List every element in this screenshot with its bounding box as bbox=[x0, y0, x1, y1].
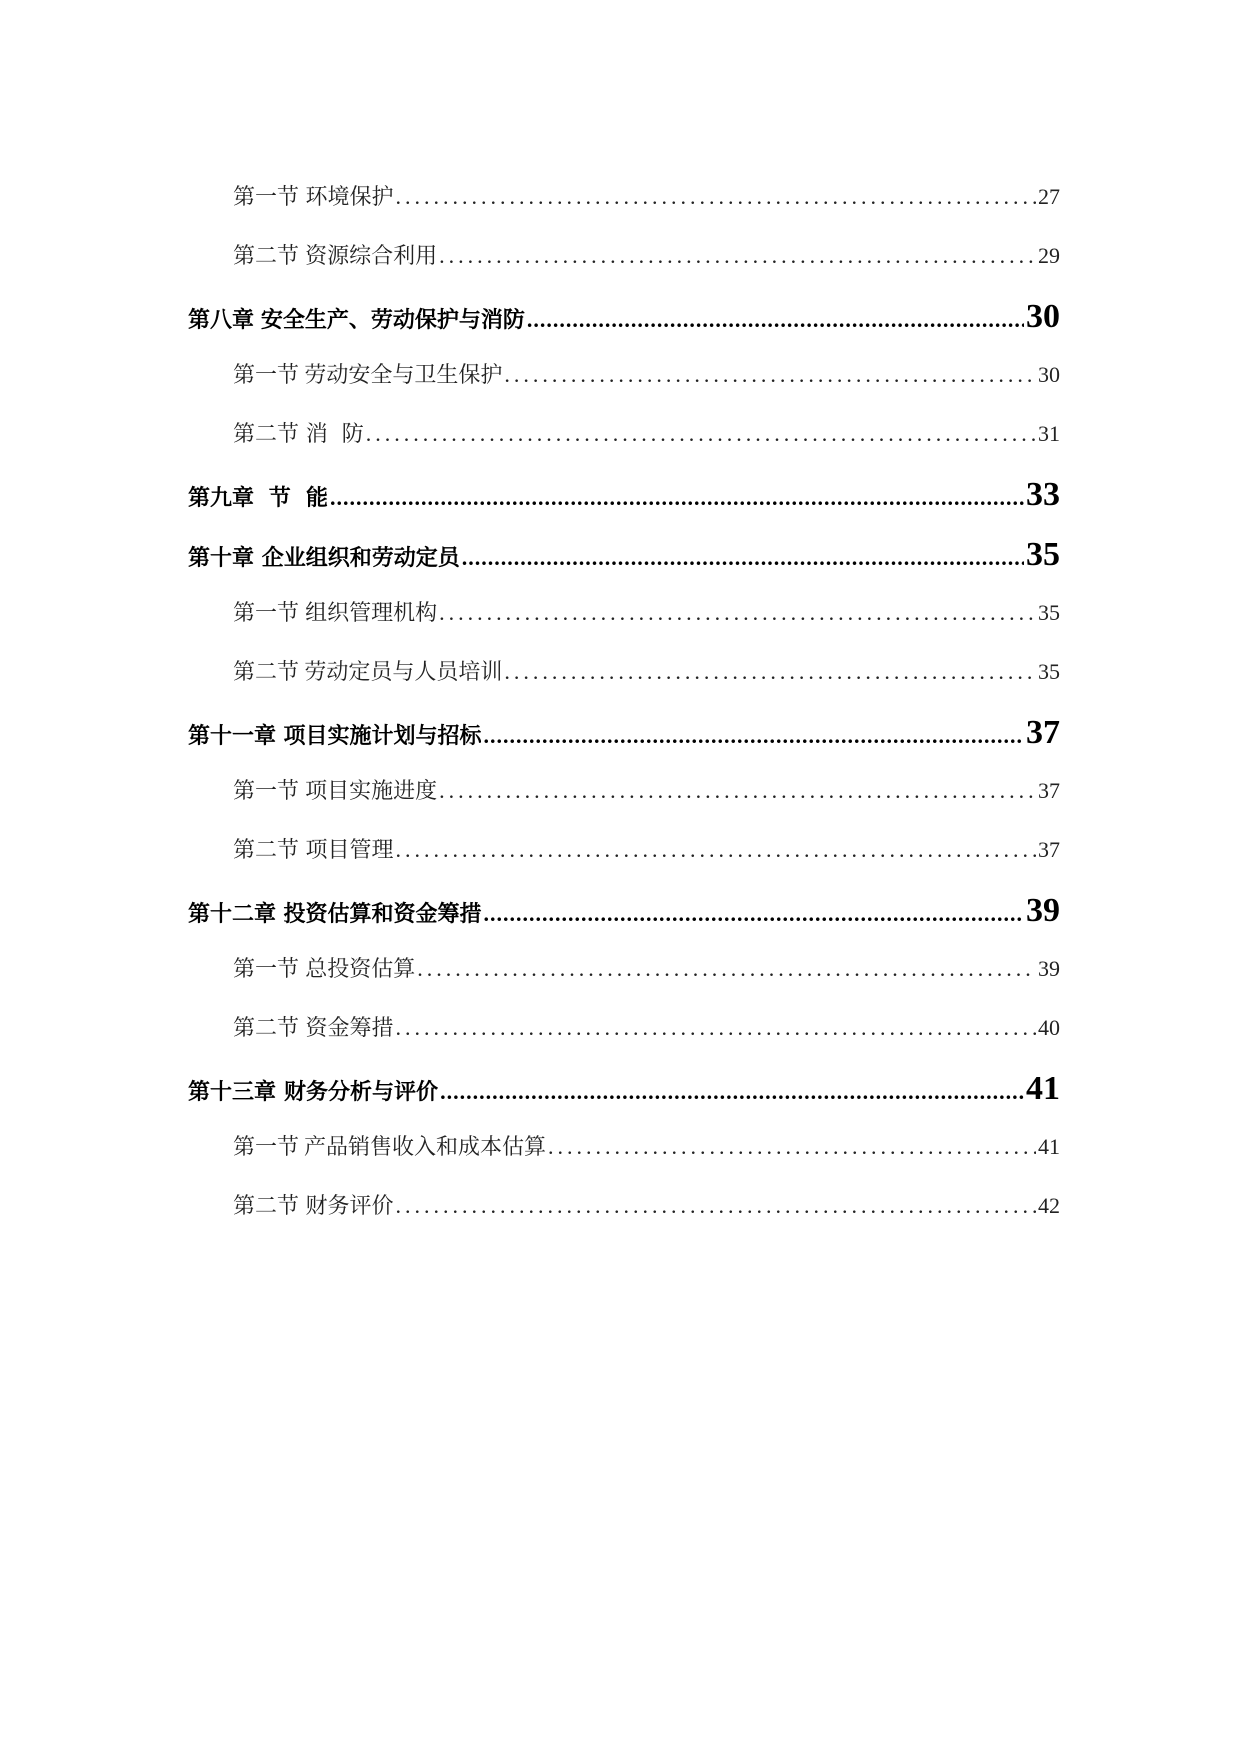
entry-label: 第八章 bbox=[188, 307, 255, 333]
dot-leader bbox=[396, 184, 1036, 210]
dot-leader bbox=[548, 1134, 1036, 1160]
dot-leader bbox=[396, 1193, 1036, 1219]
entry-label: 第二节 bbox=[233, 838, 300, 863]
entry-title: 投资估算和资金筹措 bbox=[283, 901, 482, 927]
entry-title: 节 能 bbox=[268, 485, 329, 511]
toc-entry-section[interactable] bbox=[188, 952, 1060, 1011]
toc-entry-section[interactable] bbox=[188, 1011, 1060, 1070]
dot-leader bbox=[366, 421, 1036, 447]
page-number: 42 bbox=[1038, 1193, 1060, 1218]
entry-title: 项目实施计划与招标 bbox=[283, 723, 482, 749]
page-number: 30 bbox=[1038, 362, 1060, 387]
page-number: 39 bbox=[1026, 892, 1060, 929]
entry-title: 劳动安全与卫生保护 bbox=[304, 363, 503, 388]
page-number: 41 bbox=[1038, 1134, 1060, 1159]
entry-label: 第一节 bbox=[233, 185, 300, 210]
entry-title: 组织管理机构 bbox=[305, 601, 438, 626]
dot-leader bbox=[396, 1015, 1036, 1041]
page-number: 31 bbox=[1038, 421, 1060, 446]
toc-entry-chapter[interactable] bbox=[188, 714, 1060, 774]
entry-label: 第一节 bbox=[233, 363, 300, 388]
entry-title: 劳动定员与人员培训 bbox=[304, 660, 503, 685]
dot-leader bbox=[483, 901, 1024, 927]
entry-label: 第一节 bbox=[233, 957, 300, 982]
toc-entry-section[interactable] bbox=[188, 417, 1060, 476]
toc-entry-section[interactable] bbox=[188, 655, 1060, 714]
dot-leader bbox=[440, 1079, 1024, 1105]
dot-leader bbox=[439, 243, 1036, 269]
toc-entry-chapter[interactable] bbox=[188, 892, 1060, 952]
entry-title: 总投资估算 bbox=[305, 957, 416, 982]
toc-entry-section[interactable] bbox=[188, 239, 1060, 298]
toc-entry-chapter[interactable] bbox=[188, 476, 1060, 536]
dot-leader bbox=[439, 778, 1036, 804]
page-number: 27 bbox=[1038, 184, 1060, 209]
page-number: 37 bbox=[1038, 778, 1060, 803]
dot-leader bbox=[330, 485, 1024, 511]
entry-title: 环境保护 bbox=[305, 185, 394, 210]
toc-entry-section[interactable] bbox=[188, 774, 1060, 833]
entry-title: 项目管理 bbox=[305, 838, 394, 863]
page-number: 37 bbox=[1026, 714, 1060, 751]
entry-title: 产品销售收入和成本估算 bbox=[303, 1135, 546, 1160]
toc-entry-section[interactable] bbox=[188, 180, 1060, 239]
table-of-contents bbox=[188, 180, 1060, 1248]
dot-leader bbox=[417, 956, 1036, 982]
entry-title: 消 防 bbox=[305, 422, 364, 447]
entry-label: 第九章 bbox=[188, 485, 255, 511]
entry-label: 第一节 bbox=[233, 1135, 300, 1160]
page-number: 33 bbox=[1026, 476, 1060, 513]
entry-title: 财务分析与评价 bbox=[284, 1079, 439, 1105]
toc-entry-chapter[interactable] bbox=[188, 536, 1060, 596]
page-number: 35 bbox=[1026, 536, 1060, 573]
toc-entry-section[interactable] bbox=[188, 833, 1060, 892]
entry-title: 资金筹措 bbox=[305, 1016, 394, 1041]
page-number: 35 bbox=[1038, 659, 1060, 684]
entry-label: 第二节 bbox=[233, 422, 300, 447]
page-number: 40 bbox=[1038, 1015, 1060, 1040]
page-number: 30 bbox=[1026, 298, 1060, 335]
entry-label: 第二节 bbox=[233, 660, 300, 685]
entry-label: 第十二章 bbox=[188, 901, 277, 927]
page-number: 41 bbox=[1026, 1070, 1060, 1107]
entry-label: 第十章 bbox=[188, 545, 255, 571]
dot-leader bbox=[504, 362, 1036, 388]
entry-label: 第一节 bbox=[233, 779, 300, 804]
toc-entry-section[interactable] bbox=[188, 596, 1060, 655]
toc-entry-section[interactable] bbox=[188, 1130, 1060, 1189]
entry-label: 第二节 bbox=[233, 244, 300, 269]
entry-label: 第十一章 bbox=[188, 723, 277, 749]
toc-entry-chapter[interactable] bbox=[188, 298, 1060, 358]
page-number: 39 bbox=[1038, 956, 1060, 981]
dot-leader bbox=[439, 600, 1036, 626]
toc-entry-section[interactable] bbox=[188, 1189, 1060, 1248]
toc-entry-section[interactable] bbox=[188, 358, 1060, 417]
dot-leader bbox=[483, 723, 1024, 749]
toc-entry-chapter[interactable] bbox=[188, 1070, 1060, 1130]
entry-label: 第一节 bbox=[233, 601, 300, 626]
page-number: 35 bbox=[1038, 600, 1060, 625]
dot-leader bbox=[462, 545, 1024, 571]
page-number: 29 bbox=[1038, 243, 1060, 268]
entry-title: 资源综合利用 bbox=[305, 244, 438, 269]
entry-label: 第二节 bbox=[233, 1194, 300, 1219]
dot-leader bbox=[396, 837, 1036, 863]
entry-title: 企业组织和劳动定员 bbox=[261, 545, 460, 571]
entry-title: 财务评价 bbox=[305, 1194, 394, 1219]
entry-label: 第十三章 bbox=[188, 1079, 277, 1105]
dot-leader bbox=[527, 307, 1024, 333]
entry-title: 安全生产、劳动保护与消防 bbox=[260, 307, 525, 333]
dot-leader bbox=[504, 659, 1036, 685]
entry-title: 项目实施进度 bbox=[305, 779, 438, 804]
page-number: 37 bbox=[1038, 837, 1060, 862]
entry-label: 第二节 bbox=[233, 1016, 300, 1041]
